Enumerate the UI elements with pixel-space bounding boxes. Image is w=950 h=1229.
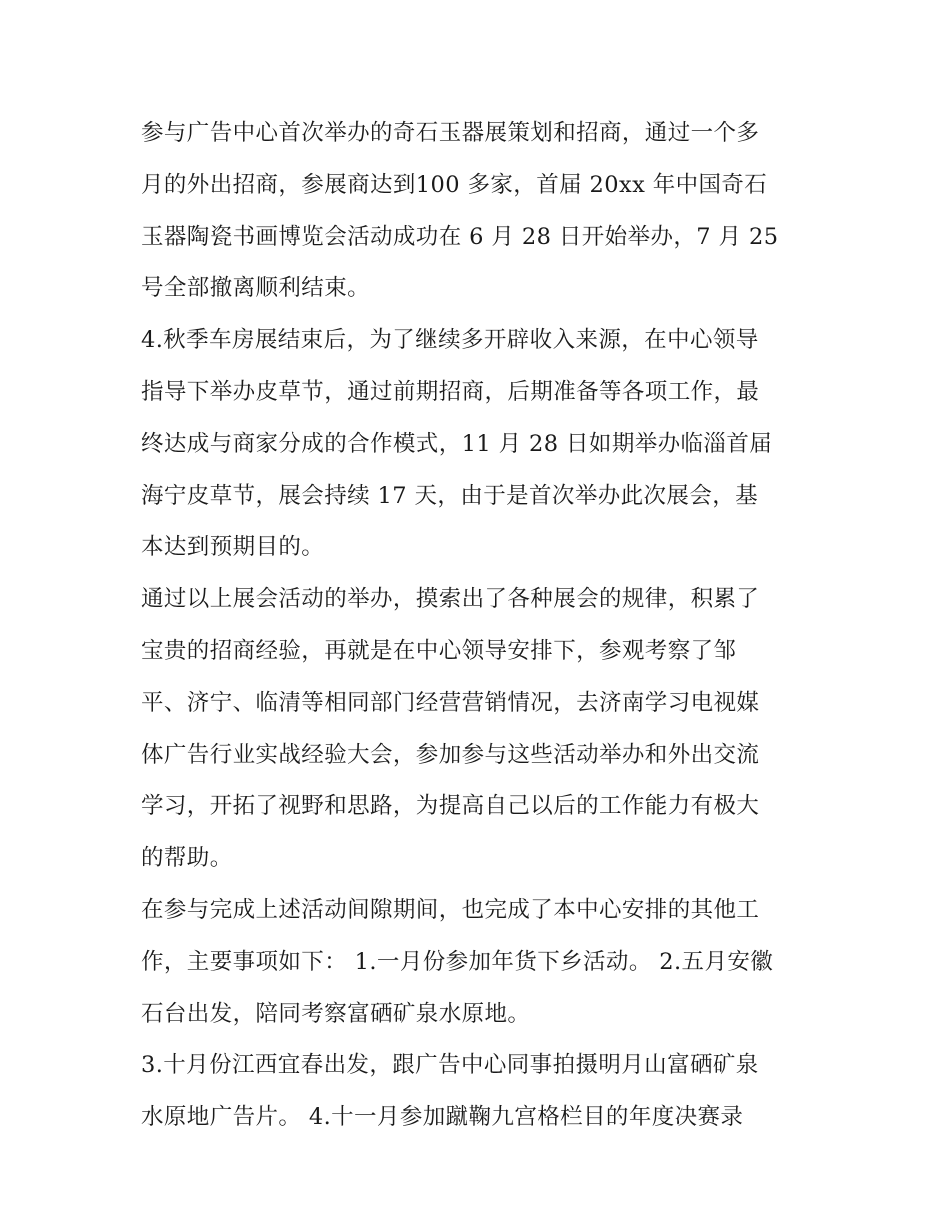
text-line-3: 玉器陶瓷书画博览会活动成功在 6 月 28 日开始举办，7 月 25 xyxy=(141,223,779,250)
document-body xyxy=(141,108,821,1144)
text-line-6: 指导下举办皮草节，通过前期招商，后期准备等各项工作，最 xyxy=(141,378,760,405)
text-line-1: 参与广告中心首次举办的奇石玉器展策划和招商，通过一个多 xyxy=(141,120,760,146)
text-line-11: 宝贵的招商经验，再就是在中心领导安排下，参观考察了邹 xyxy=(141,637,737,664)
text-line-7: 终达成与商家分成的合作模式，11 月 28 日如期举办临淄首届 xyxy=(141,430,773,457)
text-line-20: 水原地广告片。 4.十一月参加蹴鞠九宫格栏目的年度决赛录 xyxy=(141,1104,744,1131)
text-line-12: 平、济宁、临清等相同部门经营营销情况，去济南学习电视媒 xyxy=(141,689,760,716)
text-line-17: 作，主要事项如下： 1.一月份参加年货下乡活动。 2.五月安徽 xyxy=(141,948,774,975)
text-line-10: 通过以上展会活动的举办，摸索出了各种展会的规律，积累了 xyxy=(141,586,760,613)
text-line-13: 体广告行业实战经验大会，参加参与这些活动举办和外出交流 xyxy=(141,741,760,768)
text-line-9: 本达到预期目的。 xyxy=(141,534,325,561)
text-line-8: 海宁皮草节，展会持续 17 天，由于是首次举办此次展会，基 xyxy=(141,482,759,509)
text-line-14: 学习，开拓了视野和思路，为提高自己以后的工作能力有极大 xyxy=(141,793,760,820)
text-line-15: 的帮助。 xyxy=(141,845,233,872)
text-line-16: 在参与完成上述活动间隙期间，也完成了本中心安排的其他工 xyxy=(141,896,760,923)
text-line-18: 石台出发，陪同考察富硒矿泉水原地。 xyxy=(141,1000,531,1027)
text-line-19: 3.十月份江西宜春出发，跟广告中心同事拍摄明月山富硒矿泉 xyxy=(141,1052,759,1079)
text-line-4: 号全部撤离顺利结束。 xyxy=(141,275,371,302)
text-line-2: 月的外出招商，参展商达到100 多家，首届 20xx 年中国奇石 xyxy=(141,171,768,198)
text-line-5: 4.秋季车房展结束后，为了继续多开辟收入来源，在中心领导 xyxy=(141,327,759,354)
